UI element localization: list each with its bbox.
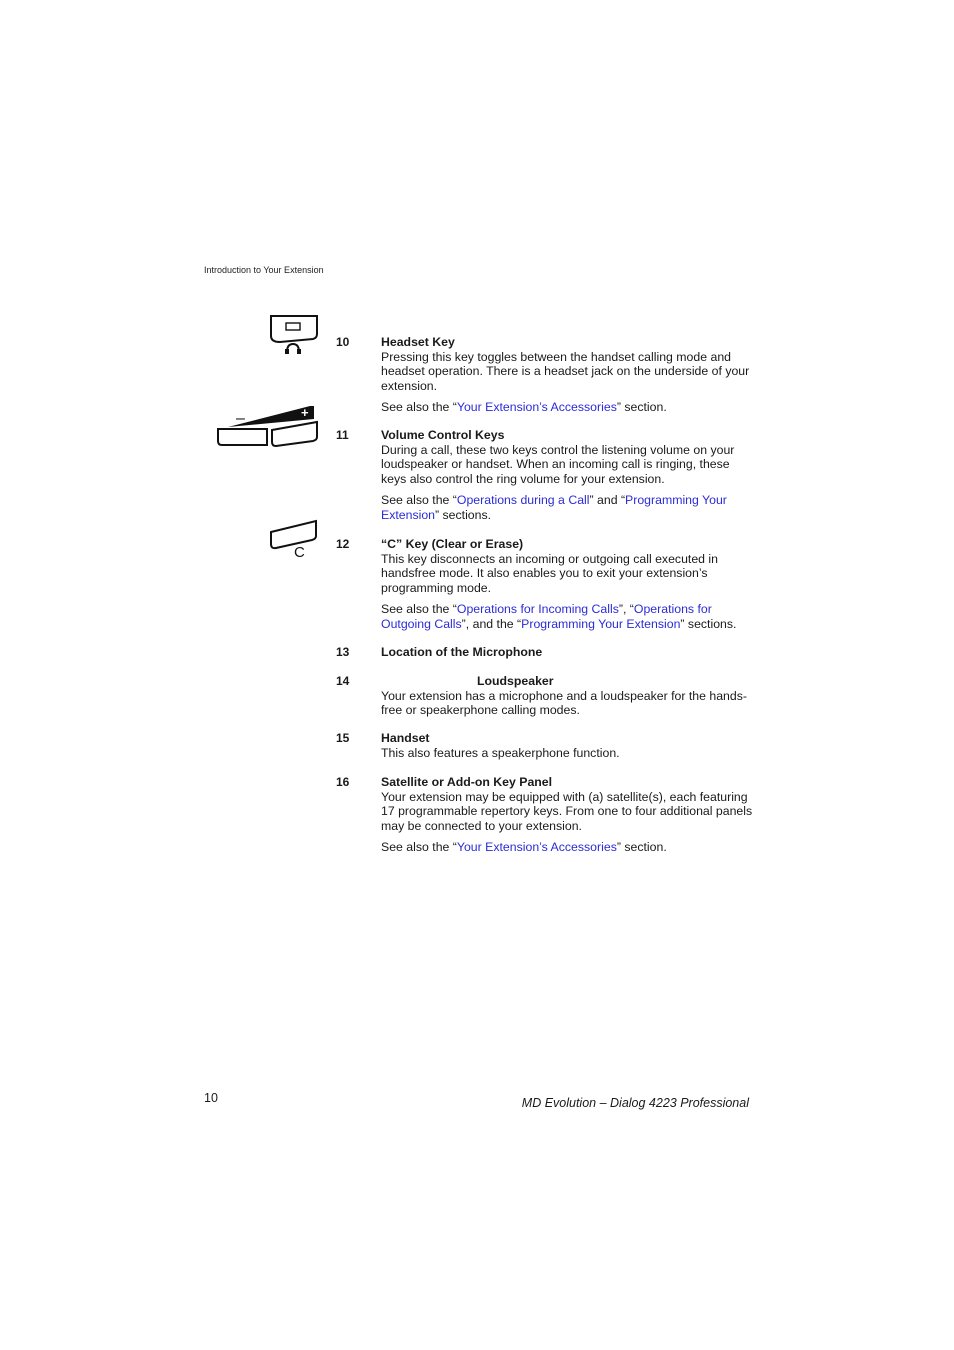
cross-reference-link[interactable]: Your Extension’s Accessories (456, 400, 617, 415)
cross-reference-link[interactable]: Your Extension’s Accessories (456, 840, 617, 855)
item-text: Pressing this key toggles between the handset calling mode and headset operation. There is a headset jack on the underside of your extension. (381, 349, 750, 393)
item-number: 12 (336, 537, 350, 551)
item-text: This also features a speakerphone function. (381, 745, 620, 760)
page-number: 10 (204, 1091, 218, 1105)
see-also (381, 400, 756, 415)
see-also-text: ”, “ (618, 602, 634, 617)
document-title: MD Evolution – Dialog 4223 Professional (521, 1096, 749, 1110)
see-also-text: See also the “ (381, 400, 457, 415)
item-number: 14 (336, 674, 350, 688)
cross-reference-link[interactable]: Programming Your Extension (381, 493, 727, 522)
item-text: Your extension may be equipped with (a) satellite(s), each featuring 17 programmable repertory keys. From one to four additional panels may be connected to your extension. (381, 789, 753, 833)
see-also-text: ” section. (616, 400, 667, 415)
see-also-text: ”, and the “ (461, 616, 522, 631)
clear-label: C (294, 544, 305, 560)
see-also-text: See also the “ (381, 602, 457, 617)
item-title: Headset Key (381, 335, 455, 349)
see-also-text: ” section. (616, 840, 667, 855)
item-number: 10 (336, 335, 350, 349)
item-text: Your extension has a microphone and a loudspeaker for the hands-free or speakerphone calling modes. (381, 688, 747, 718)
see-also-text: ” and “ (589, 493, 626, 508)
see-also (381, 840, 756, 855)
see-also-text: ” sections. (435, 507, 492, 522)
item-text: During a call, these two keys control the listening volume on your loudspeaker or handset. When an incoming call is ringing, these keys also control the ring volume for your extension. (381, 442, 735, 486)
see-also-text: ” sections. (680, 616, 737, 631)
headset-key-icon (268, 312, 322, 358)
item-number: 13 (336, 645, 350, 659)
item-title: Loudspeaker (477, 674, 554, 688)
see-also (381, 602, 756, 631)
item-title: Handset (381, 731, 430, 745)
see-also (381, 493, 756, 522)
item-number: 11 (336, 428, 349, 442)
see-also-text: See also the “ (381, 493, 457, 508)
item-title: Location of the Microphone (381, 645, 543, 659)
minus-label: – (236, 410, 245, 427)
see-also-text: See also the “ (381, 840, 457, 855)
item-title: “C” Key (Clear or Erase) (381, 537, 524, 551)
item-title: Volume Control Keys (381, 428, 505, 442)
plus-label: + (301, 405, 309, 420)
cross-reference-link[interactable]: Operations for Incoming Calls (456, 602, 619, 617)
cross-reference-link[interactable]: Operations during a Call (456, 493, 590, 508)
cross-reference-link[interactable]: Programming Your Extension (521, 616, 681, 631)
item-title: Satellite or Add-on Key Panel (381, 775, 553, 789)
item-number: 16 (336, 775, 350, 789)
item-number: 15 (336, 731, 350, 745)
item-text: This key disconnects an incoming or outgoing call executed in handsfree mode. It also enables you to exit your extension’s programming mode. (381, 551, 718, 595)
volume-keys-icon (214, 400, 324, 450)
cross-reference-link[interactable]: Operations for Outgoing Calls (381, 602, 712, 631)
running-header: Introduction to Your Extension (204, 265, 324, 275)
clear-key-icon (268, 518, 322, 560)
